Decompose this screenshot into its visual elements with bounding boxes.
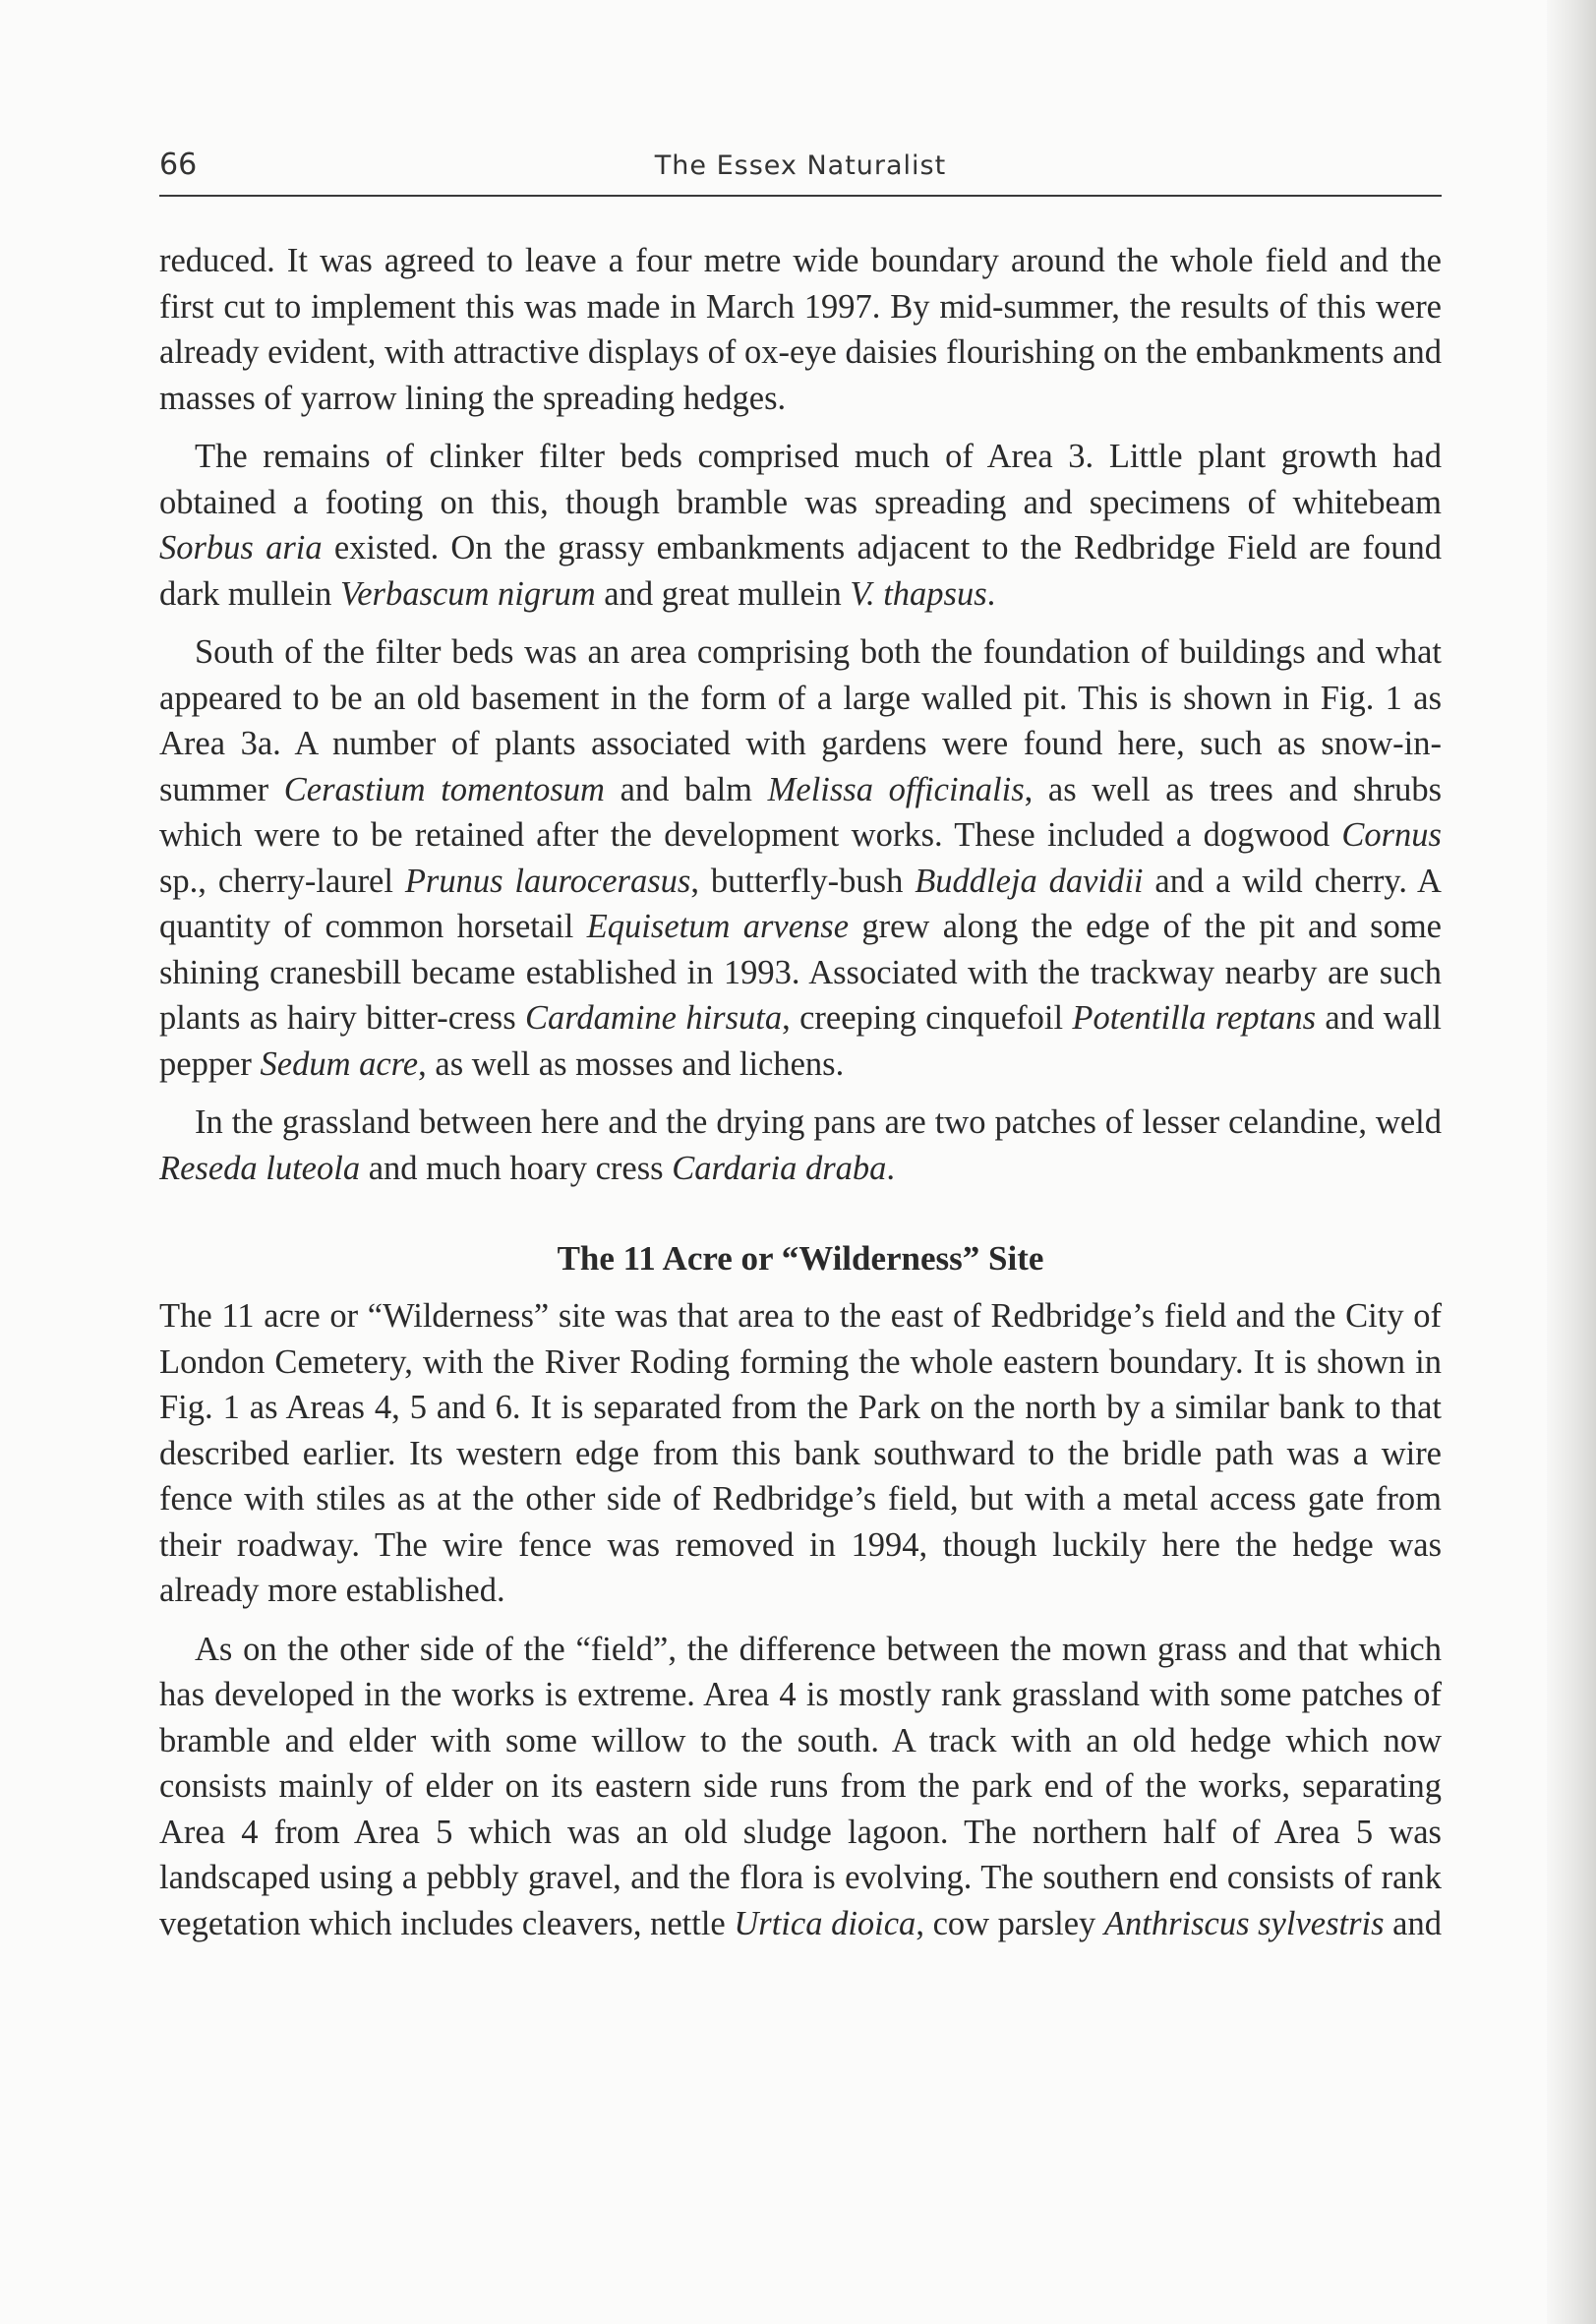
- species-name: Equisetum arvense: [586, 908, 850, 945]
- text-run: , butterfly-bush: [690, 862, 916, 900]
- species-name: Reseda luteola: [159, 1149, 361, 1187]
- text-run: and balm: [604, 770, 768, 808]
- text-run: As on the other side of the “field”, the difference between the mown grass and that which has developed in the works is extreme. Area 4 is mostly rank grassland with some patches of bramble and elder with some willow to the south. A track with an old hedge which now consists mainly of elder on its eastern side runs from the park end of the works, separating Area 4 from Area 5 which was an old sludge lagoon. The northern half of Area 5 was landscaped using a pebbly gravel, and the flora is evolving. The southern end consists of rank vegetation which includes cleavers, nettle: [159, 1630, 1442, 1942]
- paragraph: [159, 1627, 1442, 1947]
- text-run: sp., cherry-laurel: [159, 862, 405, 900]
- text-run: South of the filter beds was an area comprising both the foundation of buildings and what appeared to be an old basement in the form of a large walled pit. This is shown in Fig. 1 as Area 3a. A number of plants associated with gardens were found here, such as snow-in-summer: [159, 633, 1442, 808]
- paragraph: [159, 434, 1442, 617]
- species-name: Cornus: [1341, 816, 1442, 854]
- species-name: Prunus laurocerasus: [404, 862, 691, 900]
- body-text: [159, 238, 1442, 1946]
- text-run: reduced. It was agreed to leave a four metre wide boundary around the whole field and the first cut to implement this was made in March 1997. By mid-summer, the results of this were already evident, with attractive displays of ox-eye daisies flourishing on the embankments and masses of yarrow lining the spreading hedges.: [159, 242, 1442, 417]
- species-name: Cardamine hirsuta: [525, 999, 783, 1037]
- species-name: Anthriscus sylvestris: [1103, 1904, 1385, 1942]
- section-heading: The 11 Acre or “Wilderness” Site: [557, 1239, 1044, 1278]
- species-name: Cardaria draba: [672, 1149, 887, 1187]
- paragraph: [159, 1293, 1442, 1614]
- paragraph: [159, 1100, 1442, 1191]
- text-run: , cow parsley: [916, 1904, 1104, 1942]
- species-name: Verbascum nigrum: [339, 574, 596, 613]
- page-edge-shadow: [1547, 0, 1596, 2324]
- text-run: and wall pepper: [159, 999, 1442, 1083]
- text-run: .: [986, 574, 996, 613]
- text-run: The remains of clinker filter beds comprised much of Area 3. Little plant growth had obtained a footing on this, though bramble was spreading and specimens of whitebeam: [159, 438, 1442, 521]
- paragraph: [159, 238, 1442, 421]
- text-run: and much hoary cress: [360, 1149, 673, 1187]
- species-name: Melissa officinalis: [767, 770, 1025, 808]
- text-run: .: [886, 1149, 896, 1187]
- text-run: , as well as mosses and lichens.: [418, 1044, 845, 1083]
- text-run: and: [1384, 1904, 1442, 1942]
- species-name: Sorbus aria: [159, 529, 323, 566]
- text-run: The 11 acre or “Wilderness” site was that area to the east of Redbridge’s field and the City of London Cemetery, with the River Roding forming the whole eastern boundary. It is shown in Fig. 1 as Areas 4, 5 and 6. It is separated from the Park on the north by a similar bank to that described earlier. Its western edge from this bank southward to the bridle path was a wire fence with stiles as at the other side of Redbridge’s field, but with a metal access gate from their roadway. The wire fence was removed in 1994, though luckily here the hedge was already more established.: [159, 1297, 1442, 1609]
- text-run: In the grassland between here and the drying pans are two patches of lesser celandine, weld: [195, 1103, 1442, 1141]
- page-number: 66: [159, 148, 198, 182]
- text-run: grew along the edge of the pit and some shining cranesbill became established in 1993. Associated with the trackway nearby are such plants as hairy bitter-cress: [159, 908, 1442, 1037]
- species-name: Potentilla reptans: [1072, 999, 1317, 1037]
- species-name: Urtica dioica: [734, 1904, 916, 1942]
- text-run: , as well as trees and shrubs which were to be retained after the development works. These included a dogwood: [159, 770, 1442, 854]
- species-name: V. thapsus: [850, 574, 987, 613]
- text-run: and a wild cherry. A quantity of common horsetail: [159, 862, 1442, 945]
- species-name: Cerastium tomentosum: [283, 770, 605, 808]
- species-name: Sedum acre: [260, 1044, 419, 1083]
- text-run: existed. On the grassy embankments adjacent to the Redbridge Field are found dark mullein: [159, 529, 1442, 613]
- species-name: Buddleja davidii: [915, 862, 1144, 900]
- running-title: The Essex Naturalist: [654, 150, 947, 181]
- page-header: [159, 146, 1442, 197]
- text-run: , creeping cinquefoil: [782, 999, 1073, 1037]
- text-run: and great mullein: [595, 574, 851, 613]
- paragraph: [159, 629, 1442, 1087]
